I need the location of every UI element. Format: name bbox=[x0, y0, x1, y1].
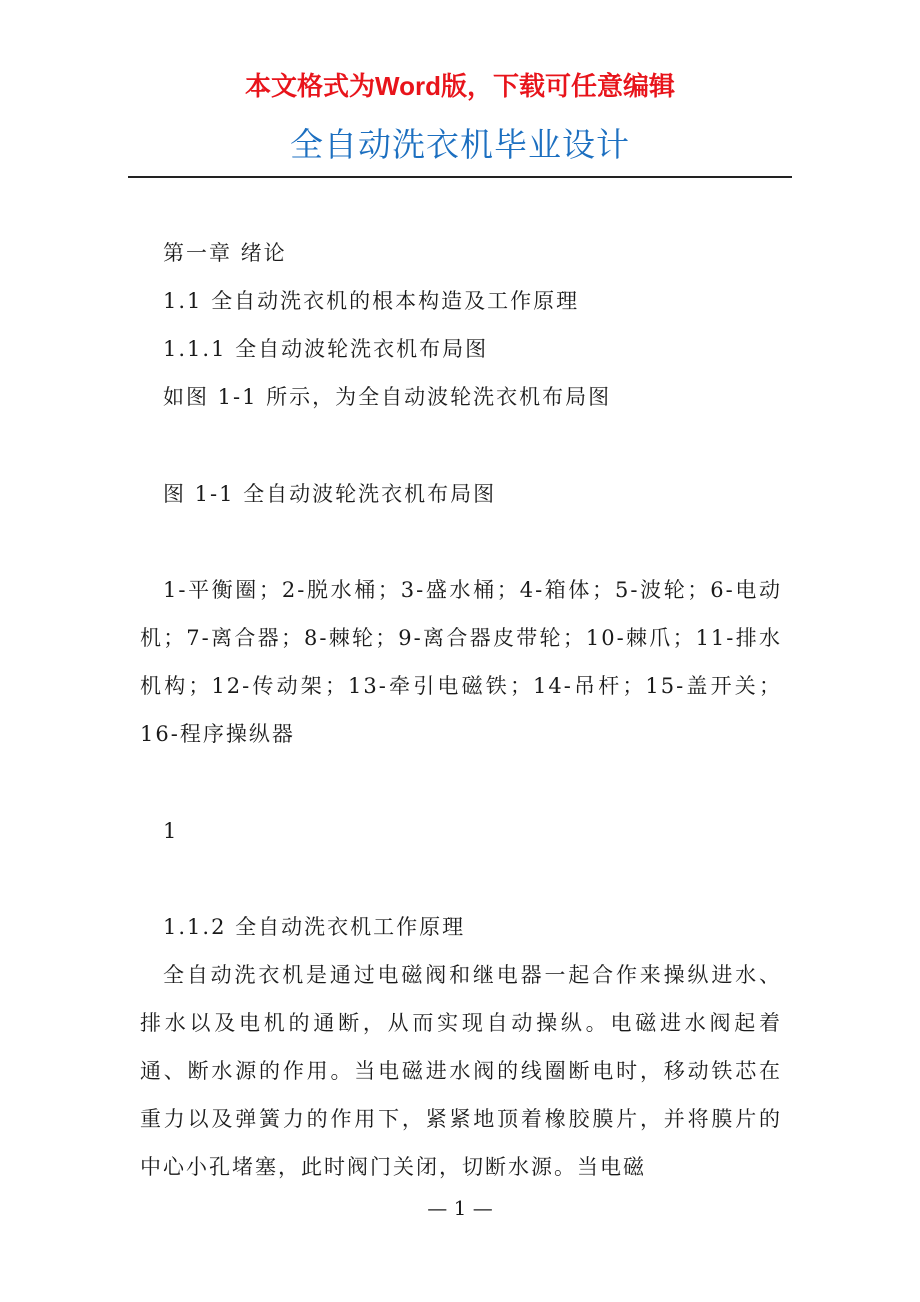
page-number: — 1 — bbox=[427, 1196, 493, 1220]
section-heading-1-1: 1.1 全自动洗衣机的根本构造及工作原理 bbox=[163, 289, 580, 313]
intro-text: 如图 1-1 所示，为全自动波轮洗衣机布局图 bbox=[163, 385, 612, 409]
parts-list-paragraph: 1-平衡圈；2-脱水桶；3-盛水桶；4-箱体；5-波轮；6-电动机；7-离合器；8-棘轮；9-离合器皮带轮；10-棘爪；11-排水机构；12-传动架；13-牵引电磁铁；14-吊杆；15-盖开关；16-程序操纵器 bbox=[140, 578, 782, 746]
chapter-heading: 第一章 绪论 bbox=[163, 241, 287, 265]
figure-number: 1 bbox=[163, 819, 179, 843]
figure-caption: 图 1-1 全自动波轮洗衣机布局图 bbox=[163, 482, 497, 506]
body-paragraph: 全自动洗衣机是通过电磁阀和继电器一起合作来操纵进水、排水以及电机的通断，从而实现自动操纵。电磁进水阀起着通、断水源的作用。当电磁进水阀的线圈断电时，移动铁芯在重力以及弹簧力的作用下，紧紧地顶着橡胶膜片，并将膜片的中心小孔堵塞，此时阀门关闭，切断水源。当电磁 bbox=[140, 963, 782, 1179]
subsection-heading-1-1-1: 1.1.1 全自动波轮洗衣机布局图 bbox=[163, 337, 489, 361]
title-divider bbox=[128, 176, 792, 178]
subsection-heading-1-1-2: 1.1.2 全自动洗衣机工作原理 bbox=[163, 915, 466, 939]
format-notice-banner: 本文格式为Word版，下载可任意编辑 bbox=[245, 71, 675, 101]
document-title: 全自动洗衣机毕业设计 bbox=[290, 126, 630, 163]
